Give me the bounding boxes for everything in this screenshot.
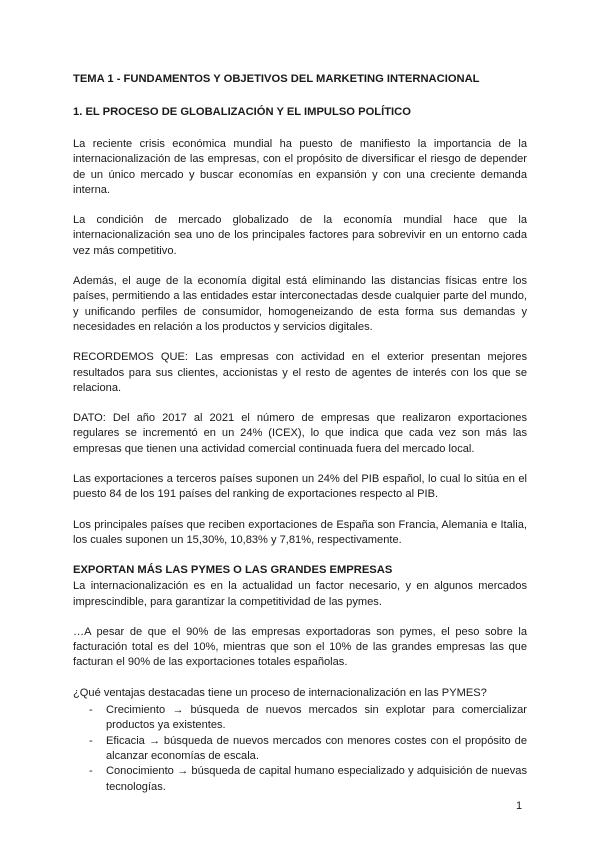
bullet-dash: - — [89, 734, 93, 747]
paragraph-digital-economy: Además, el auge de la economía digital está eliminando las distancias físicas entre los países, permitiendo a las entidades estar interconectadas desde cualquier parte del mundo, y unificando perfiles de consumidor, homogeneizando de esta forma sus demandas y necesidades en relación a los productos y servicios digitales. — [73, 275, 527, 333]
paragraph-crisis: La reciente crisis económica mundial ha puesto de manifiesto la importancia de la internacionalización de las empresas, con el propósito de diversificar el riesgo de depender de un único mercado y buscar economías en expansión y con una creciente demanda interna. — [73, 138, 527, 196]
list-item-text: Crecimiento → búsqueda de nuevos mercados sin explotar para comercializar productos ya existentes. — [106, 704, 527, 732]
page-content — [73, 72, 527, 795]
paragraph-globalized-market: La condición de mercado globalizado de la economía mundial hace que la internacionalización sea uno de los principales factores para sobrevivir en un entorno cada vez más competitivo. — [73, 214, 527, 257]
paragraph-dato: DATO: Del año 2017 al 2021 el número de empresas que realizaron exportaciones regulares se incrementó en un 24% (ICEX), lo que indica que cada vez son más las empresas que tienen una actividad comercial continuada fuera del mercado local. — [73, 412, 527, 455]
advantages-list — [73, 703, 527, 795]
section-heading-pymes: EXPORTAN MÁS LAS PYMES O LAS GRANDES EMPRESAS — [73, 564, 393, 577]
section-heading-globalization: 1. EL PROCESO DE GLOBALIZACIÓN Y EL IMPULSO POLÍTICO — [73, 106, 411, 118]
document-title: TEMA 1 - FUNDAMENTOS Y OBJETIVOS DEL MARKETING INTERNACIONAL — [73, 73, 480, 85]
list-item-text: Eficacia → búsqueda de nuevos mercados con menores costes con el propósito de alcanzar economías de escala. — [106, 734, 527, 762]
list-item — [89, 764, 527, 795]
paragraph-internationalization-pymes: La internacionalización es en la actualidad un factor necesario, y en algunos mercados imprescindible, para garantizar la competitividad de las pymes. — [73, 580, 527, 608]
paragraph-main-countries: Los principales países que reciben exportaciones de España son Francia, Alemania e Italia, los cuales suponen un 15,30%, 10,83% y 7,81%, respectivamente. — [73, 518, 527, 546]
list-item — [89, 703, 527, 734]
paragraph-recordemos: RECORDEMOS QUE: Las empresas con actividad en el exterior presentan mejores resultados para sus clientes, accionistas y el resto de agentes de interés con los que se relaciona. — [73, 351, 527, 394]
list-item — [89, 734, 527, 765]
paragraph-advantages-question: ¿Qué ventajas destacadas tiene un proceso de internacionalización en las PYMES? — [73, 686, 487, 699]
paragraph-exports-pib: Las exportaciones a terceros países suponen un 24% del PIB español, lo cual lo sitúa en el puesto 84 de los 191 países del ranking de exportaciones respecto al PIB. — [73, 473, 527, 501]
paragraph-export-share: …A pesar de que el 90% de las empresas exportadoras son pymes, el peso sobre la facturación total es del 10%, mientras que son el 10% de las grandes empresas las que facturan el 90% de las exportaciones totales españolas. — [73, 625, 527, 669]
bullet-dash: - — [89, 704, 93, 717]
bullet-dash: - — [89, 765, 93, 778]
list-item-text: Conocimiento → búsqueda de capital humano especializado y adquisición de nuevas tecnologías. — [106, 765, 527, 793]
page-number: 1 — [516, 800, 523, 812]
